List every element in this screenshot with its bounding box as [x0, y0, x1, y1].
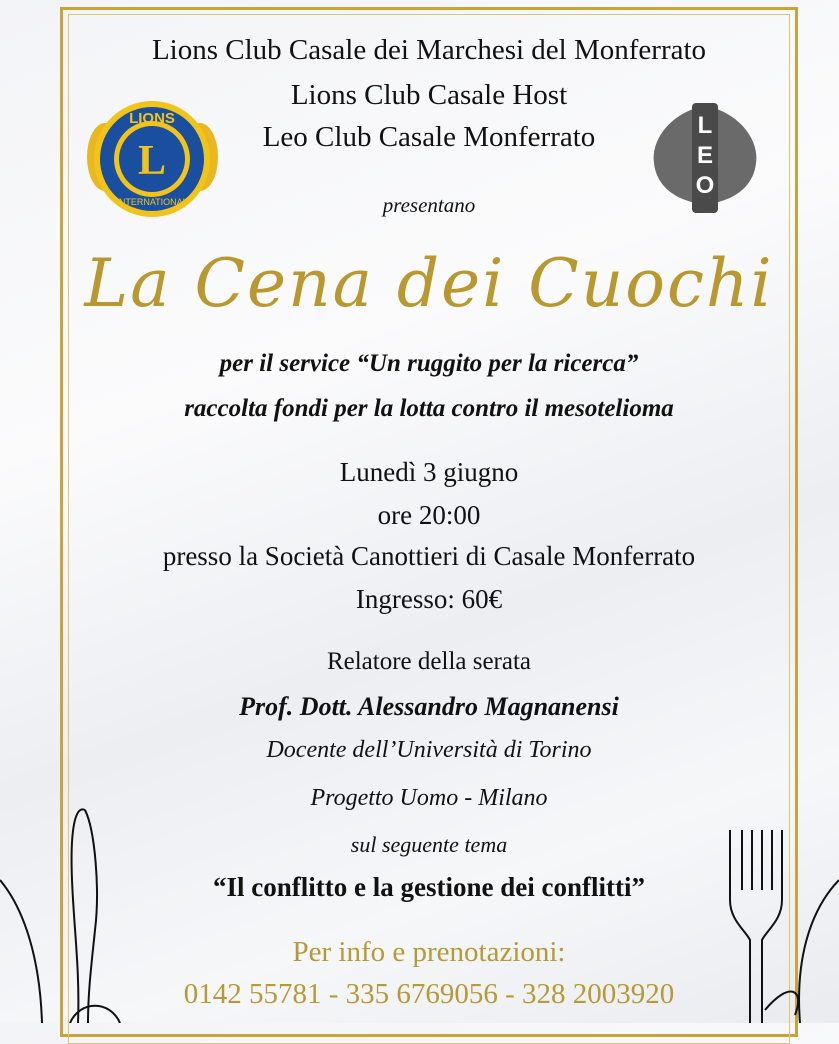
event-price: Ingresso: 60€ [355, 584, 503, 614]
knife-icon [0, 800, 200, 1023]
speaker-role-1: Docente dell’Università di Torino [266, 737, 592, 763]
event-date: Lunedì 3 giugno [339, 457, 519, 487]
organizer-1: Lions Club Casale dei Marchesi del Monferrato [151, 34, 707, 66]
fork-icon [700, 820, 839, 1023]
service-line-1: per il service “Un ruggito per la ricerca” [219, 350, 639, 377]
event-title: La Cena dei Cuochi [84, 245, 774, 322]
organizer-3: Leo Club Casale Monferrato [262, 121, 596, 153]
lions-sub: INTERNATIONAL [116, 197, 188, 207]
contact-phones: 0142 55781 - 335 6769056 - 328 2003920 [183, 978, 675, 1010]
speaker-intro: Relatore della serata [326, 648, 532, 675]
contact-label: Per info e prenotazioni: [292, 936, 566, 968]
topic-intro: sul seguente tema [350, 832, 508, 857]
organizer-2: Lions Club Casale Host [290, 79, 568, 111]
service-line-2: raccolta fondi per la lotta contro il mesotelioma [184, 395, 674, 422]
lions-letter: L [137, 138, 167, 184]
speaker-role-2: Progetto Uomo - Milano [310, 785, 548, 811]
event-venue: presso la Società Canottieri di Casale Monferrato [162, 541, 696, 571]
leo-text-o: O [695, 172, 715, 199]
speaker-name: Prof. Dott. Alessandro Magnanensi [239, 692, 619, 721]
lions-text: LIONS [129, 110, 175, 127]
presentano: presentano [382, 193, 476, 217]
topic: “Il conflitto e la gestione dei conflitti” [213, 872, 645, 902]
event-time: ore 20:00 [377, 500, 481, 530]
leo-text-e: E [696, 142, 714, 169]
leo-text-l: L [697, 112, 713, 139]
